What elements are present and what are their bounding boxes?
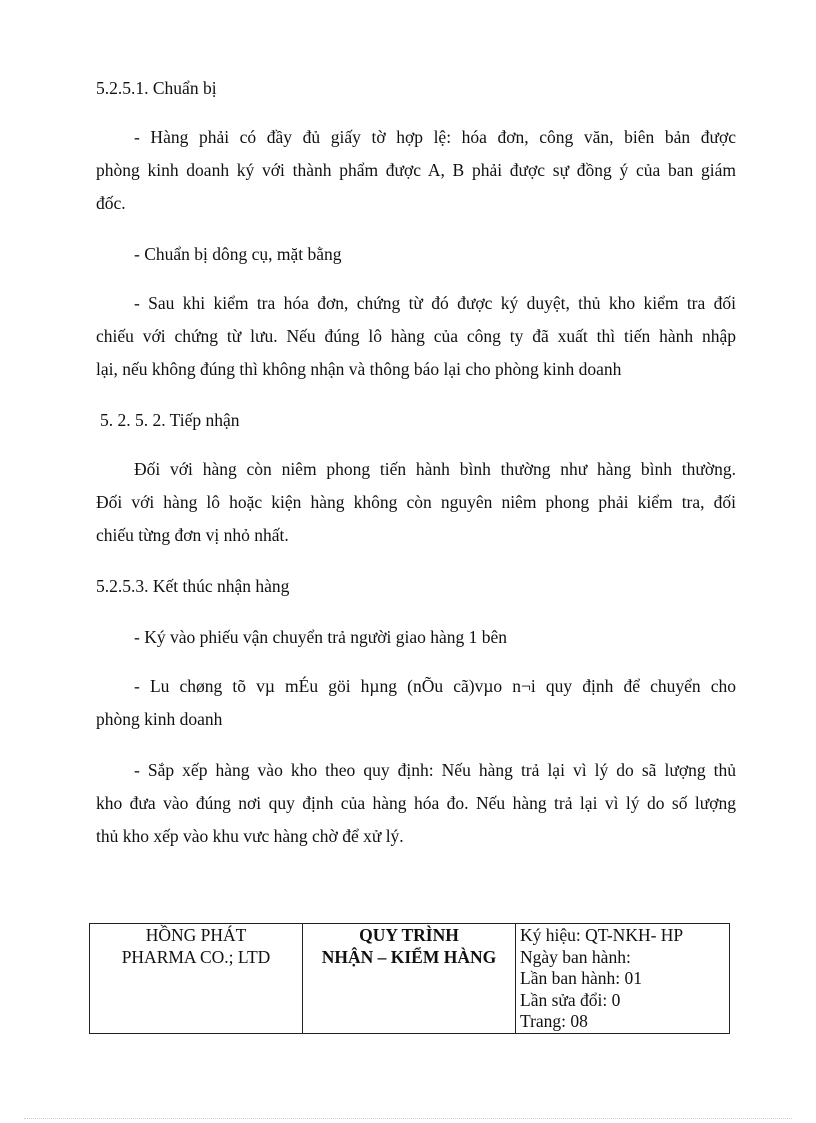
company-suffix: PHARMA CO.; LTD — [121, 946, 271, 967]
paragraph-line: - Sắp xếp hàng vào kho theo quy định: Nếu hàng trả lại vì lý do sã lượng thủ — [134, 760, 736, 780]
procedure-subtitle: NHẬN – KIỂM HÀNG — [321, 946, 497, 967]
revision-number: Lần sửa đổi: 0 — [520, 989, 621, 1010]
paragraph-line: thủ kho xếp vào khu vưc hàng chờ để xử lý. — [96, 826, 404, 846]
document-info-cell — [516, 924, 730, 1034]
issue-number: Lần ban hành: 01 — [520, 968, 642, 988]
paragraph-line: kho đưa vào đúng nơi quy định của hàng hóa đo. Nếu hàng trả lại vì lý do số lượng — [96, 793, 736, 813]
paragraph-after-check — [96, 287, 736, 386]
paragraph-line: - Sau khi kiểm tra hóa đơn, chứng từ đó được ký duyệt, thủ kho kiểm tra đối — [134, 293, 736, 313]
paragraph-line: chiếu từng đơn vị nhỏ nhất. — [96, 525, 289, 545]
company-name: HỒNG PHÁT — [145, 925, 247, 945]
paragraph-arrange-goods — [96, 754, 736, 853]
paragraph-sign-transport-form: - Ký vào phiếu vận chuyển trả người giao hàng 1 bên — [134, 627, 508, 647]
company-cell — [90, 924, 303, 1034]
page-number: Trang: 08 — [520, 1011, 588, 1031]
procedure-title-cell — [303, 924, 516, 1034]
paragraph-documents-required — [96, 121, 736, 220]
page-bottom-divider — [24, 1118, 792, 1119]
section-heading-5-2-5-1: 5.2.5.1. Chuẩn bị — [96, 78, 217, 98]
section-heading-5-2-5-3: 5.2.5.3. Kết thúc nhận hàng — [96, 576, 290, 596]
paragraph-line: Đối với hàng còn niêm phong tiến hành bình thường như hàng bình thường. — [134, 459, 736, 479]
document-symbol: Ký hiệu: QT-NKH- HP — [520, 925, 684, 945]
paragraph-receiving — [96, 453, 736, 552]
paragraph-store-documents — [96, 670, 736, 736]
paragraph-line: - Lu chøng tõ vµ mÉu göi hµng (nÕu cã)vµo n¬i quy định để chuyển cho — [134, 676, 736, 696]
paragraph-prepare-tools: - Chuẩn bị dông cụ, mặt bằng — [134, 244, 342, 264]
issue-date: Ngày ban hành: — [520, 946, 631, 967]
paragraph-line: Đối với hàng lô hoặc kiện hàng không còn nguyên niêm phong phải kiểm tra, đối — [96, 492, 736, 512]
paragraph-line: lại, nếu không đúng thì không nhận và thông báo lại cho phòng kinh doanh — [96, 359, 622, 379]
document-footer-table — [89, 923, 730, 1034]
paragraph-line: đốc. — [96, 193, 126, 213]
paragraph-line: phòng kinh doanh ký với thành phẩm được A, B phải được sự đồng ý của ban giám — [96, 160, 736, 180]
paragraph-line: phòng kinh doanh — [96, 709, 223, 729]
section-heading-5-2-5-2: 5. 2. 5. 2. Tiếp nhận — [100, 410, 240, 430]
procedure-title: QUY TRÌNH — [359, 925, 459, 945]
paragraph-line: chiếu với chứng từ lưu. Nếu đúng lô hàng của công ty đã xuất thì tiến hành nhập — [96, 326, 736, 346]
paragraph-line: - Hàng phải có đầy đủ giấy tờ hợp lệ: hóa đơn, công văn, biên bản được — [134, 127, 736, 147]
footer-row — [90, 924, 730, 1034]
